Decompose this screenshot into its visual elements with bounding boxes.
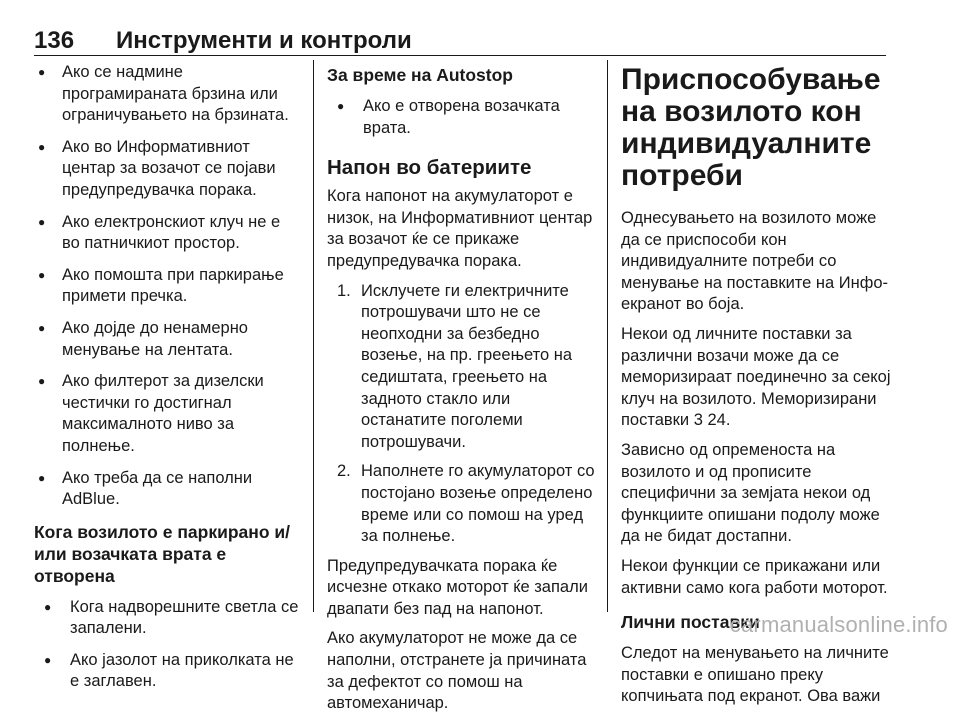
column-divider [313, 60, 314, 612]
paragraph: Зависно од опременоста на возилото и од прописите специфични за земјата некои од функциите опишани подолу може да не бидат достапни. [621, 440, 880, 546]
paragraph: Кога напонот на акумулаторот е низок, на Информативниот центар за возачот ќе се прикаже предупредувачка порака. [327, 187, 593, 270]
list-item: ● Ако во Информативниот центар за возачот се појави предупредувачка порака. [34, 137, 300, 202]
list-item [327, 461, 597, 547]
step-text: Наполнете го акумулаторот со постојано возење определено време или со помош на уред за полнење. [361, 462, 595, 546]
paragraph: Ако акумулаторот не може да се наполни, отстранете ја причината за дефектот со помош на автомеханичар. [327, 629, 587, 713]
page-number: 136 [34, 27, 75, 54]
column-divider [607, 60, 608, 612]
section-heading: Приспособување на возилото кон индивидуалните потреби [621, 63, 881, 192]
page-reference-arrow-icon: 3 [693, 411, 703, 430]
autostop-list [327, 96, 597, 139]
paragraph: Предупредувачката порака ќе исчезне откако моторот ќе запали двапати без пад на напонот. [327, 556, 588, 618]
list-item [327, 281, 597, 454]
warning-conditions-list [34, 62, 300, 511]
paragraph-text: Некои од личните поставки за различни возачи може да се меморизираат поединечно за секој клуч на возилото. Меморизирани поставки [621, 324, 891, 430]
column-2 [327, 62, 597, 723]
list-item: ● Ако е отворена возачката врата. [327, 96, 597, 139]
header-divider [34, 55, 886, 56]
section-subheading: Кога возилото е паркирано и/ или возачката врата е отворена [34, 521, 290, 586]
step-number: 2. [337, 462, 351, 481]
paragraph: Следот на менувањето на личните поставки е опишано преку копчињата под екранот. Ова важи [621, 644, 889, 706]
page-header [34, 27, 886, 53]
list-item: ● Ако помошта при паркирање примети пречка. [34, 265, 300, 308]
personal-settings-subheading: Лични поставки [621, 612, 760, 633]
list-item: ● Кога надворешните светла се запалени. [34, 597, 300, 640]
list-item: ● Ако јазолот на приколката не е заглавен. [34, 650, 300, 693]
list-item: ● Ако дојде до ненамерно менување на лентата. [34, 318, 300, 361]
list-item: ● Ако треба да се наполни AdBlue. [34, 468, 300, 511]
paragraph [621, 324, 891, 432]
step-text: Исклучете ги електричните потрошувачи што не се неопходни за безбедно возење, на пр. греењето на седиштата, греењето на задното стакло или останатите поголеми потрошувачи. [361, 281, 573, 451]
battery-voltage-heading: Напон во батериите [327, 156, 532, 180]
list-item: ● Ако филтерот за дизелски честички го достигнал максималното ниво за полнење. [34, 371, 300, 457]
page-reference[interactable]: 24. [702, 411, 731, 430]
step-number: 1. [337, 281, 351, 300]
paragraph: Некои функции се прикажани или активни само кога работи моторот. [621, 556, 888, 597]
battery-steps-list [327, 281, 597, 548]
list-item: ● Ако електронскиот клуч не е во патничкиот простор. [34, 212, 300, 255]
column-1 [34, 62, 300, 703]
autostop-subheading: За време на Autostop [327, 65, 513, 85]
running-title: Инструменти и контроли [116, 27, 412, 54]
parked-conditions-list [34, 597, 300, 693]
paragraph: Однесувањето на возилото може да се приспособи кон индивидуалните потреби со менување на поставките на Инфо-екранот во боја. [621, 209, 889, 314]
watermark: carmanualsonline.info [729, 612, 948, 637]
list-item: ● Ако се надмине програмираната брзина или ограничувањето на брзината. [34, 62, 300, 127]
